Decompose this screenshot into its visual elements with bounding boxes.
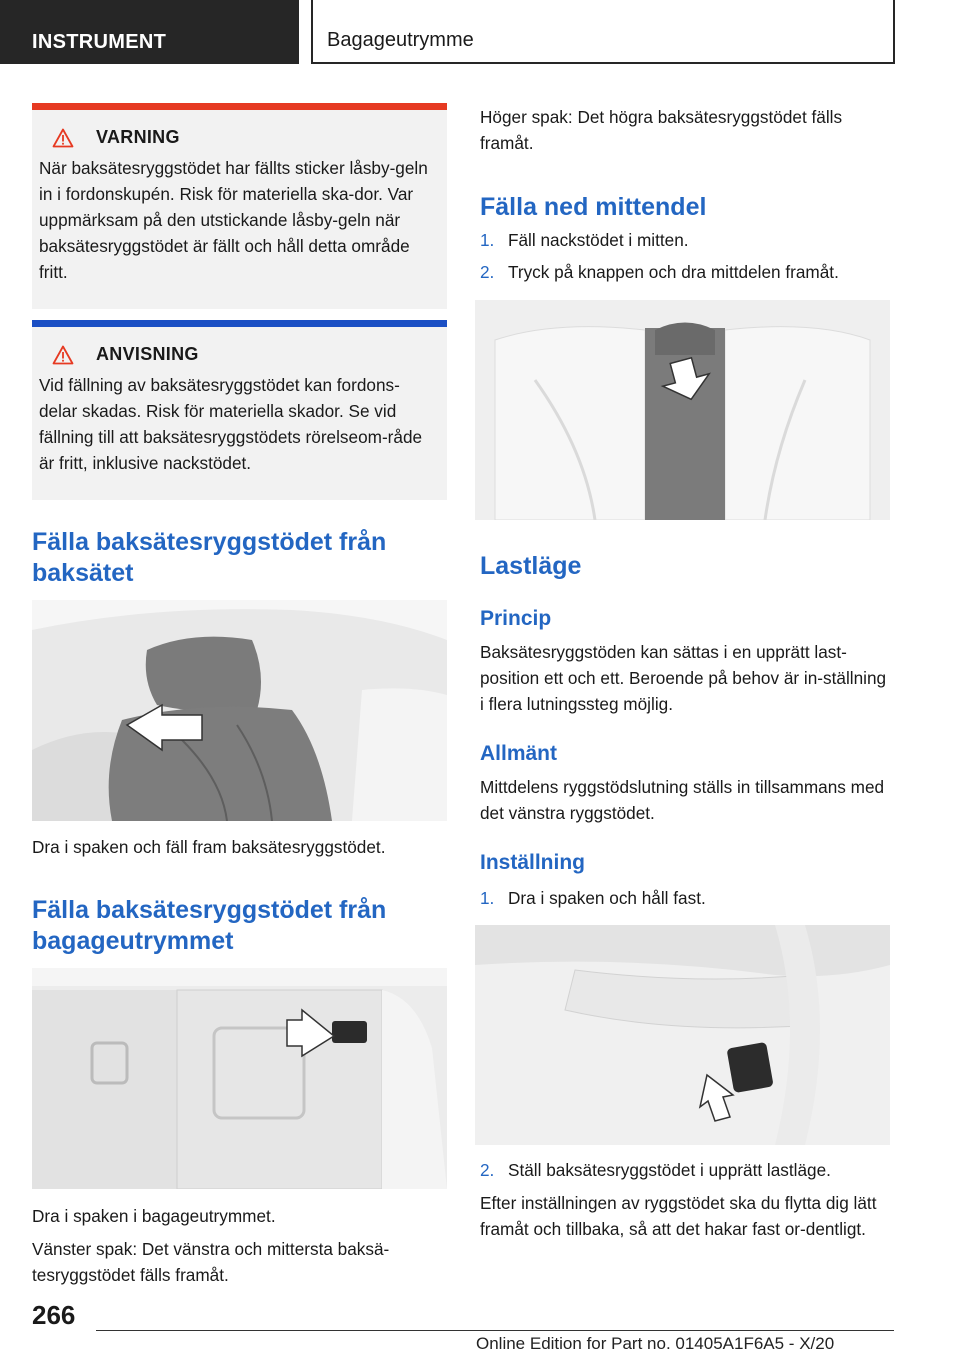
caption-rear-seat: Dra i spaken och fäll fram baksätesryggstödet.: [32, 837, 386, 857]
warning-accent-bar: [32, 103, 447, 110]
notice-title: ANVISNING: [96, 344, 199, 364]
section-tab[interactable]: INSTRUMENT: [0, 0, 299, 64]
notice-accent-bar: [32, 320, 447, 327]
page-number: 266: [32, 1300, 76, 1330]
notice-text: Vid fällning av baksätesryggstödet kan fordons-delar skadas. Risk för materiella skador. Se vid fällning till att baksätesryggstödets rörelseom-råde är fritt, inklusive nackstödet.: [39, 375, 423, 473]
edition-info: Online Edition for Part no. 01405A1F6A5 - X/20: [476, 1334, 835, 1353]
left-lever-text: Vänster spak: Det vänstra och mittersta baksä-tesryggstödet fälls framåt.: [32, 1239, 390, 1285]
heading-fold-middle: Fälla ned mittendel: [480, 193, 707, 221]
heading-cargo-mode: Lastläge: [480, 552, 582, 580]
topic-title: Bagageutrymme: [311, 0, 895, 64]
warning-title: VARNING: [96, 127, 180, 147]
general-text: Mittdelens ryggstödslutning ställs in tillsammans med det vänstra ryggstödet.: [480, 777, 885, 823]
heading-fold-from-rear-seat: Fälla baksätesryggstödet från baksätet: [32, 528, 387, 587]
setting-lever-illustration: [475, 925, 890, 1145]
heading-general: Allmänt: [480, 742, 558, 765]
heading-setting: Inställning: [480, 851, 585, 874]
list-item: 2. Tryck på knappen och dra mittdelen framåt.: [480, 262, 839, 282]
footer-rule: [96, 1330, 894, 1331]
heading-fold-from-trunk: Fälla baksätesryggstödet från bagageutrymmet: [32, 896, 387, 955]
middle-section-illustration: [475, 300, 890, 520]
warning-text: När baksätesryggstödet har fällts sticker låsby-geln in i fordonskupén. Risk för materiella ska-dor. Var uppmärksam på den utstickande låsby-geln när baksätesryggstödet är fällt och håll detta område fritt.: [39, 158, 428, 282]
trunk-lever-illustration: [32, 968, 447, 1189]
principle-text: Baksätesryggstöden kan sättas i en upprätt last-position ett och ett. Beroende på behov är in-ställning i flera lutningssteg möjlig.: [480, 642, 887, 714]
notice-callout: [32, 320, 447, 500]
right-lever-text: Höger spak: Det högra baksätesryggstödet fälls framåt.: [480, 107, 843, 153]
warning-triangle-icon: [52, 128, 74, 148]
list-item: 1. Fäll nackstödet i mitten.: [480, 230, 689, 250]
caption-trunk: Dra i spaken i bagageutrymmet.: [32, 1206, 276, 1226]
heading-principle: Princip: [480, 607, 552, 630]
list-item: 2. Ställ baksätesryggstödet i upprätt lastläge.: [480, 1160, 831, 1180]
after-setting-text: Efter inställningen av ryggstödet ska du flytta dig lätt framåt och tillbaka, så att det hakar fast or-dentligt.: [480, 1193, 877, 1239]
list-item: 1. Dra i spaken och håll fast.: [480, 888, 706, 908]
rear-seat-lever-illustration: [32, 600, 447, 821]
warning-callout: [32, 103, 447, 309]
caution-triangle-icon: [52, 345, 74, 365]
